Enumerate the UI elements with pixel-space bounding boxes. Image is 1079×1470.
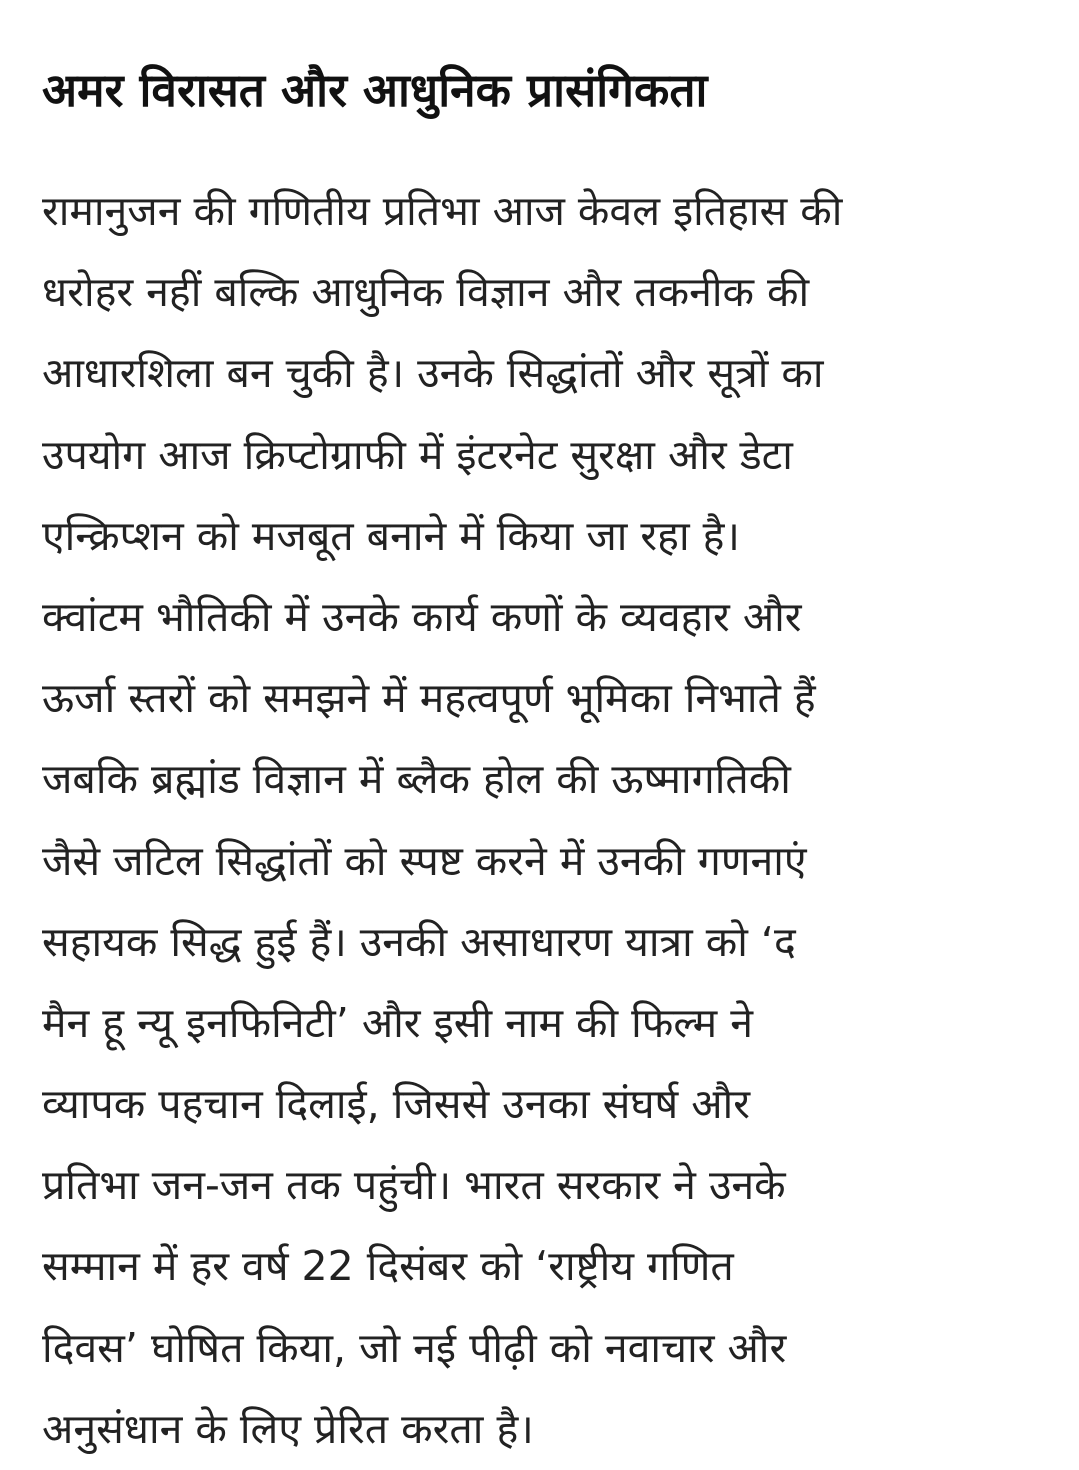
paragraph-line: आधारशिला बन चुकी है। उनके सिद्धांतों और सूत्रों का: [42, 349, 824, 398]
paragraph-line: रामानुजन की गणितीय प्रतिभा आज केवल इतिहास की: [42, 187, 843, 235]
paragraph-line: दिवस’ घोषित किया, जो नई पीढ़ी को नवाचार और: [42, 1323, 787, 1372]
article-body: [42, 171, 1052, 1470]
paragraph-line: धरोहर नहीं बल्कि आधुनिक विज्ञान और तकनीक की: [42, 268, 810, 317]
paragraph-line: जैसे जटिल सिद्धांतों को स्पष्ट करने में उनकी गणनाएं: [42, 836, 807, 885]
paragraph-line: सम्मान में हर वर्ष 22 दिसंबर को ‘राष्ट्रीय गणित: [42, 1242, 734, 1291]
article-heading: अमर विरासत और आधुनिक प्रासंगिकता: [42, 63, 708, 117]
paragraph-line: सहायक सिद्ध हुई हैं। उनकी असाधारण यात्रा को ‘द: [42, 917, 796, 966]
paragraph-line: क्वांटम भौतिकी में उनके कार्य कणों के व्यवहार और: [42, 592, 802, 641]
paragraph-line: एन्क्रिप्शन को मजबूत बनाने में किया जा रहा है।: [42, 511, 740, 560]
paragraph-line: अनुसंधान के लिए प्रेरित करता है।: [42, 1404, 534, 1453]
paragraph-line: ऊर्जा स्तरों को समझने में महत्वपूर्ण भूमिका निभाते हैं: [42, 674, 816, 723]
paragraph-line: जबकि ब्रह्मांड विज्ञान में ब्लैक होल की ऊष्मागतिकी: [42, 755, 791, 804]
paragraph-line: मैन हू न्यू इनफिनिटी’ और इसी नाम की फिल्म ने: [42, 998, 753, 1047]
paragraph-line: उपयोग आज क्रिप्टोग्राफी में इंटरनेट सुरक्षा और डेटा: [42, 430, 793, 479]
paragraph-line: व्यापक पहचान दिलाई, जिससे उनका संघर्ष और: [42, 1080, 750, 1129]
article: [42, 55, 1052, 1470]
paragraph-line: प्रतिभा जन-जन तक पहुंची। भारत सरकार ने उनके: [42, 1161, 786, 1210]
